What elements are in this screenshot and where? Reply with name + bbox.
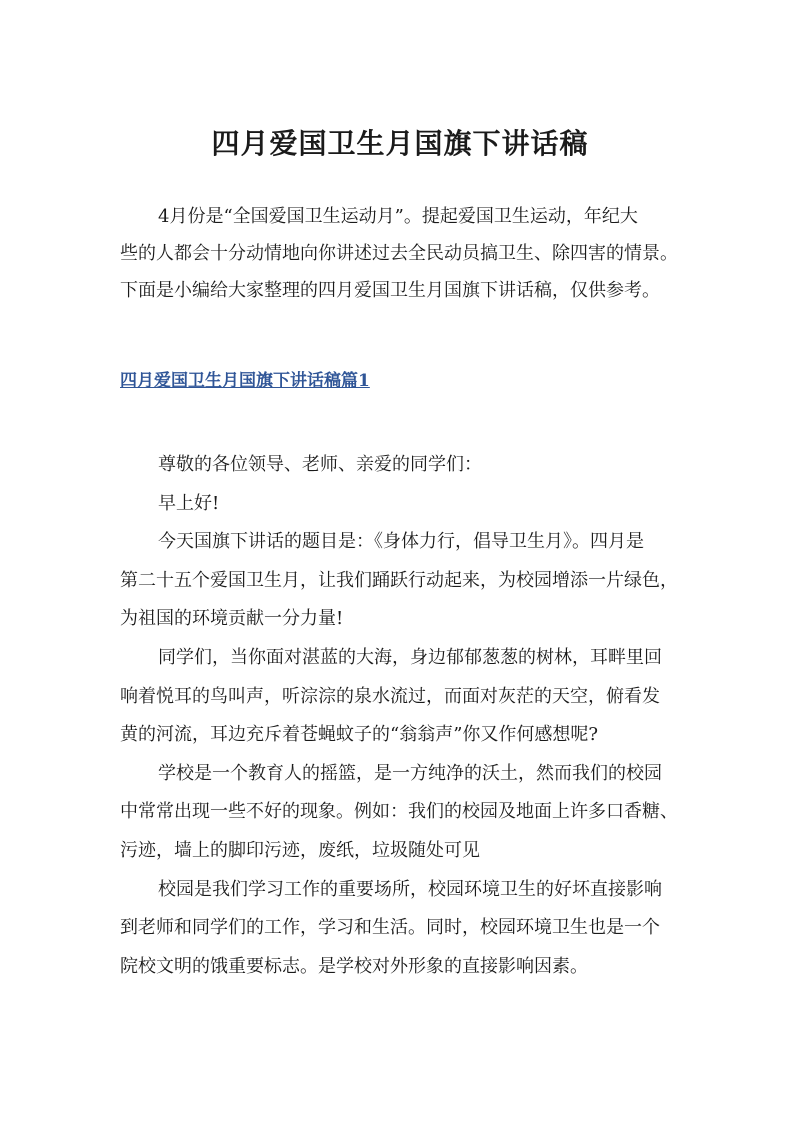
speech-line: 今天国旗下讲话的题目是：《身体力行，倡导卫生月》。四月是	[158, 531, 644, 553]
intro-line: 下面是小编给大家整理的四月爱国卫生月国旗下讲话稿，仅供参考。	[120, 280, 660, 301]
speech-line: 同学们，当你面对湛蓝的大海，身边郁郁葱葱的树林，耳畔里回	[158, 646, 662, 668]
document-title: 四月爱国卫生月国旗下讲话稿	[211, 127, 589, 160]
speech-line: 尊敬的各位领导、老师、亲爱的同学们：	[158, 454, 482, 475]
speech-line: 学校是一个教育人的摇篮，是一方纯净的沃土，然而我们的校园	[158, 762, 662, 784]
speech-line: 黄的河流，耳边充斥着苍蝇蚊子的“翁翁声”你又作何感想呢?	[120, 724, 599, 746]
speech-line: 校园是我们学习工作的重要场所，校园环境卫生的好坏直接影响	[158, 878, 662, 900]
speech-line: 中常常出现一些不好的现象。例如：我们的校园及地面上许多口香糖、	[120, 801, 678, 823]
section-heading-link[interactable]: 四月爱国卫生月国旗下讲话稿篇1	[120, 371, 370, 391]
intro-line: 些的人都会十分动情地向你讲述过去全民动员搞卫生、除四害的情景。	[120, 243, 678, 264]
speech-line: 早上好!	[158, 492, 220, 514]
speech-line: 为祖国的环境贡献一分力量!	[120, 608, 344, 630]
intro-paragraph	[120, 198, 700, 309]
speech-line: 污迹，墙上的脚印污迹，废纸，垃圾随处可见	[120, 839, 480, 861]
speech-line: 第二十五个爱国卫生月，让我们踊跃行动起来，为校园增添一片绿色，	[120, 569, 678, 591]
speech-body	[120, 446, 700, 986]
intro-line: 4月份是“全国爱国卫生运动月”。提起爱国卫生运动，年纪大	[158, 206, 638, 227]
speech-line: 到老师和同学们的工作，学习和生活。同时，校园环境卫生也是一个	[120, 917, 660, 939]
speech-line: 院校文明的饿重要标志。是学校对外形象的直接影响因素。	[120, 955, 588, 977]
speech-line: 响着悦耳的鸟叫声，听淙淙的泉水流过，而面对灰茫的天空，俯看发	[120, 685, 660, 707]
